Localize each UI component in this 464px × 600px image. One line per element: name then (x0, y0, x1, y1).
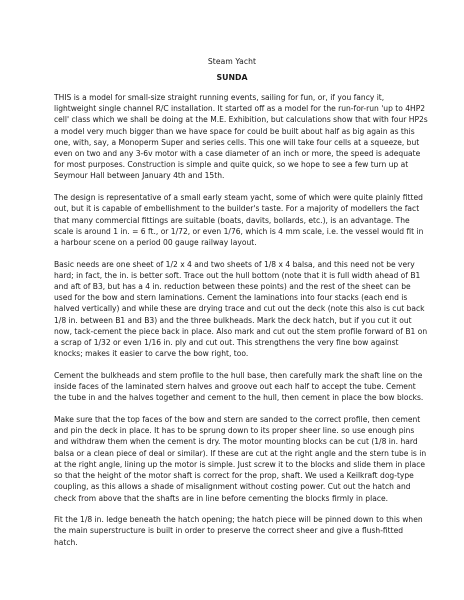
paragraph-1: THIS is a model for small-size straight running events, sailing for fun, or, if you fancy it, lightweight single channel R/C installation. It started off as a model for the run-for-run 'up to 4HP2 cell' class which we shall be doing at the M.E. Exhibition, but calculations show that with four HP2s a model very much bigger than we have space for could be built about half as big again as this one, with, say, a Monoperm Super and series cells. This one will take four cells at a squeeze, but even on two and any 3-6v motor with a case diameter of an inch or more, the speed is adequate for most purposes. Construction is simple and quite quick, so we hope to see a few turn up at Seymour Hall between January 4th and 15th. (54, 93, 428, 181)
document-title: SUNDA (216, 73, 248, 82)
paragraph-5: Make sure that the top faces of the bow and stern are sanded to the correct profile, then cement and pin the deck in place. It has to be sprung down to its proper sheer line. so use enough pins and withdraw them when the cement is dry. The motor mounting blocks can be cut (1/8 in. hard balsa or a clean piece of deal or similar). If these are cut at the right angle and the stern tube is in at the right angle, lining up the motor is simple. Just screw it to the blocks and slide them in place so that the height of the motor shaft is correct for the prop, shaft. We used a Keilkraft dog-type coupling, as this allows a shade of misalignment without costing power. Cut out the hatch and check from above that the shafts are in line before cementing the blocks firmly in place. (54, 415, 427, 503)
paragraph-4: Cement the bulkheads and stem profile to the hull base, then carefully mark the shaft line on the inside faces of the laminated stern halves and groove out each half to accept the tube. Cement the tube in and the halves together and cement to the hull, then cement in place the bow blocks. (54, 370, 424, 403)
document-body (54, 92, 428, 558)
document-subtitle: Steam Yacht (207, 57, 257, 66)
paragraph-6: Fit the 1/8 in. ledge beneath the hatch opening; the hatch piece will be pinned down to this when the main superstructure is built in order to preserve the correct sheer and give a flush-fitted hatch. (54, 515, 423, 547)
paragraph-2: The design is representative of a small early steam yacht, some of which were quite plainly fitted out, but it is capable of embellishment to the builder's taste. For a majority of modellers the fact that many commercial fittings are suitable (boats, davits, bollards, etc.), is an advantage. The scale is around 1 in. = 6 ft., or 1/72, or even 1/76, which is 4 mm scale, i.e. the vessel would fit in a harbour scene on a period 00 gauge railway layout. (54, 193, 424, 247)
paragraph-3: Basic needs are one sheet of 1/2 x 4 and two sheets of 1/8 x 4 balsa, and this need not be very hard; in fact, the in. is better soft. Trace out the hull bottom (note that it is full width ahead of B1 and aft of B3, but has a 4 in. reduction between these points) and the rest of the sheet can be used for the bow and stern laminations. Cement the laminations into four stacks (each end is halved vertically) and while these are drying trace and cut out the deck (note this also is cut back 1/8 in. between B1 and B3) and the three bulkheads. Mark the deck hatch, but if you cut it out now, tack-cement the piece back in place. Also mark and cut out the stem profile forward of B1 on a scrap of 1/32 or even 1/16 in. ply and cut out. This strengthens the very fine bow against knocks; makes it easier to carve the bow right, too. (54, 259, 428, 359)
